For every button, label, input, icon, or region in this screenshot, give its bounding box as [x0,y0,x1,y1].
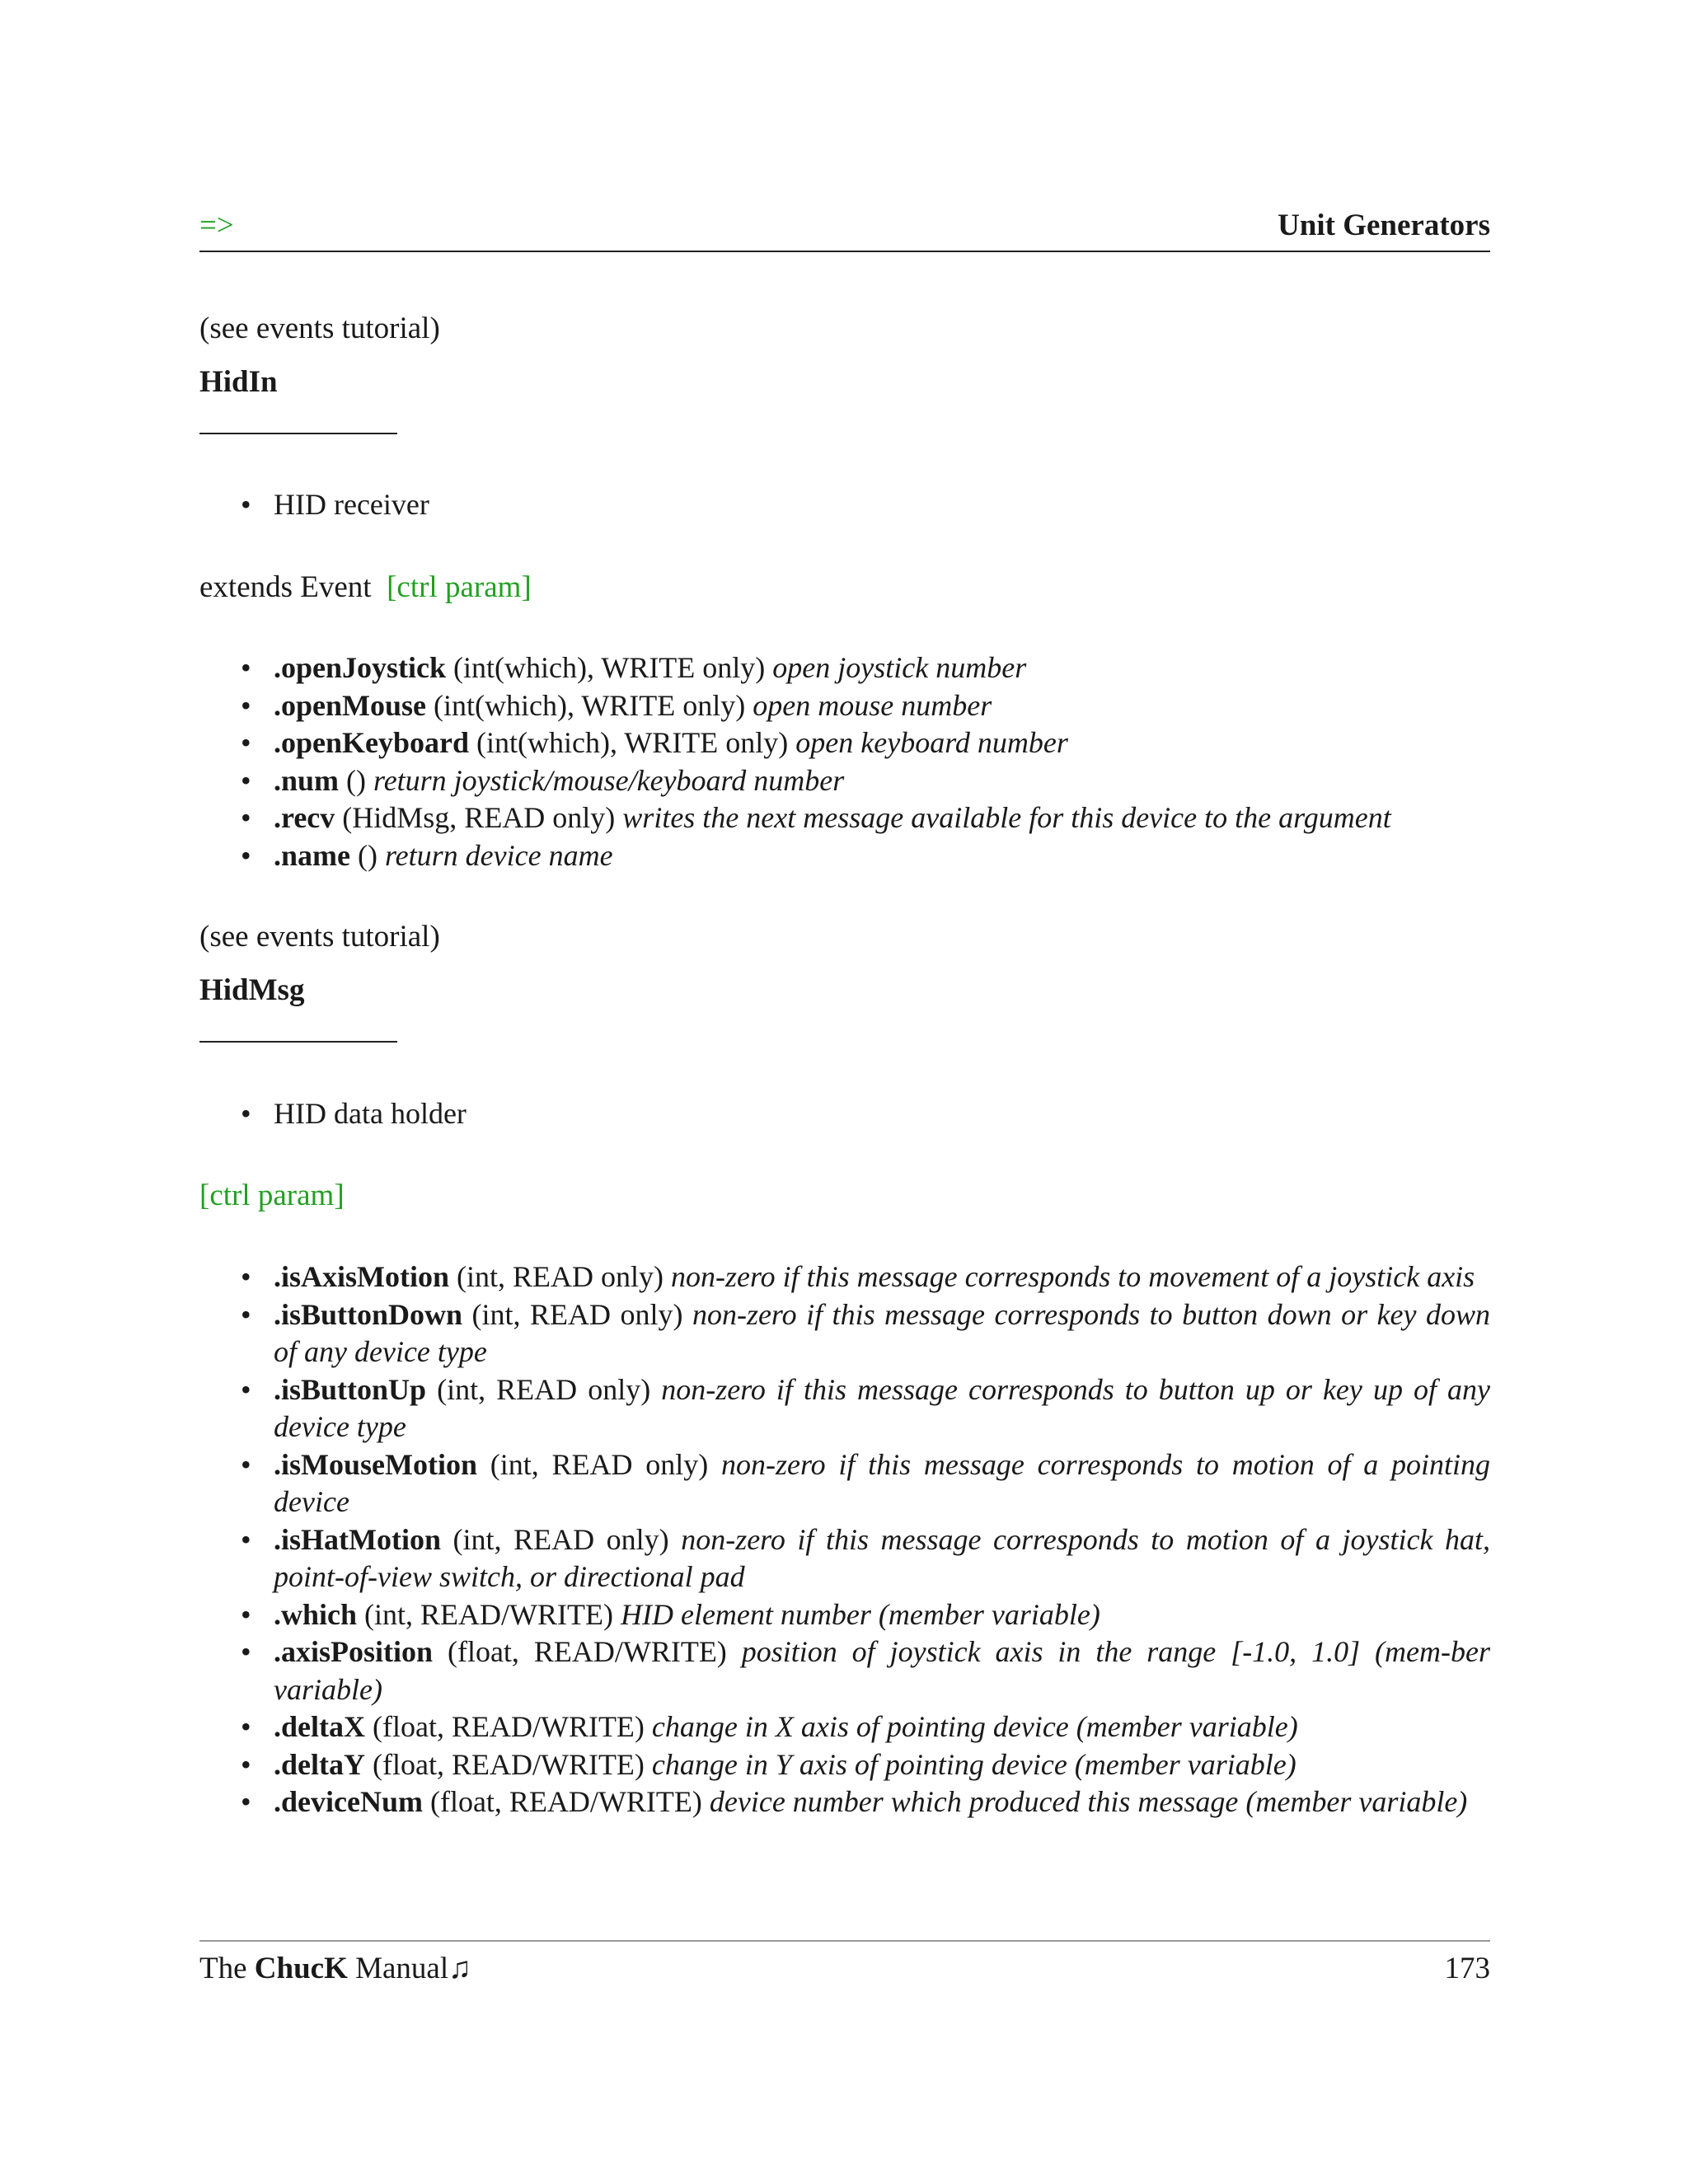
method-item [241,1708,1490,1746]
method-signature: (float, READ/WRITE) [422,1785,710,1818]
method-description: non-zero if this message corresponds to motion of a joystick hat, point-of-view switch, or directional pad [274,1522,1491,1593]
method-item [241,1258,1490,1296]
method-signature: (float, READ/WRITE) [365,1710,652,1743]
method-name: .openMouse [274,688,427,722]
header-arrow: => [199,209,234,242]
method-description: position of joystick axis in the range [-1.0, 1.0] (mem-ber variable) [274,1635,1490,1706]
method-name: .deviceNum [274,1785,423,1818]
hidmsg-title-rule [199,1041,397,1043]
page-footer [199,1950,1490,1987]
method-item [241,762,1490,800]
hidmsg-see-also: (see events tutorial) [199,920,440,954]
method-name: .deltaX [274,1710,365,1743]
method-item [241,1633,1490,1708]
hidin-extends-label: extends Event [199,570,372,604]
method-item [241,1371,1490,1446]
method-description: non-zero if this message corresponds to button up or key up of any device type [274,1372,1491,1443]
method-signature: (int, READ only) [441,1522,682,1556]
method-item [241,1746,1490,1784]
method-name: .deltaY [274,1747,365,1781]
method-description: open mouse number [753,688,992,722]
method-name: .which [274,1597,358,1631]
method-name: .isButtonUp [274,1372,427,1406]
hidmsg-summary-list [241,1095,1490,1133]
method-description: open joystick number [772,651,1027,684]
method-description: return device name [384,838,613,872]
method-name: .isButtonDown [274,1297,463,1331]
method-signature: (int(which), WRITE only) [469,726,796,759]
hidin-see-also: (see events tutorial) [199,312,440,345]
method-item [241,799,1490,837]
hidin-summary-list [241,486,1490,524]
hidmsg-title: HidMsg [199,973,305,1007]
method-signature: (int(which), WRITE only) [426,688,753,722]
method-description: change in X axis of pointing device (member variable) [651,1710,1298,1743]
method-name: .isMouseMotion [274,1447,477,1481]
method-name: .axisPosition [274,1635,434,1668]
method-item [241,1783,1490,1821]
method-description: non-zero if this message corresponds to motion of a pointing device [274,1447,1490,1518]
footer-suffix: Manual♫ [347,1952,471,1985]
method-item [241,687,1490,725]
method-signature: (float, READ/WRITE) [365,1747,652,1781]
hidin-method-list [241,649,1490,874]
method-signature: () [350,838,385,872]
method-item [241,649,1490,687]
method-item [241,1446,1490,1521]
running-header [199,204,1490,252]
hidin-ctrl-param: [ctrl param] [387,570,532,604]
method-name: .isHatMotion [274,1522,441,1556]
method-signature: (HidMsg, READ only) [335,801,623,834]
method-name: .num [274,763,340,797]
footer-brand: ChucK [254,1952,348,1985]
method-item [241,724,1490,762]
method-signature: (int, READ only) [477,1447,721,1481]
method-signature: (int, READ only) [462,1297,692,1331]
method-description: return joystick/mouse/keyboard number [373,763,845,797]
method-description: writes the next message available for this device to the argument [622,801,1391,834]
method-description: non-zero if this message corresponds to button down or key down of any device type [274,1297,1490,1368]
method-name: .isAxisMotion [274,1260,450,1293]
method-name: .openKeyboard [274,726,470,759]
hidin-title-rule [199,433,397,434]
method-signature: (int, READ/WRITE) [357,1597,621,1631]
hidin-title: HidIn [199,365,278,399]
hidin-summary: • HID receiver [241,486,1490,524]
hidmsg-ctrl-param: [ctrl param] [199,1179,345,1212]
method-description: device number which produced this message (member variable) [709,1785,1468,1818]
hidmsg-method-list [241,1258,1490,1821]
method-name: .openJoystick [274,651,447,684]
method-name: .name [274,838,350,872]
method-description: non-zero if this message corresponds to movement of a joystick axis [671,1260,1475,1293]
method-signature: (float, READ/WRITE) [433,1635,742,1668]
footer-prefix: The [199,1952,255,1985]
method-description: HID element number (member variable) [620,1597,1100,1631]
method-item [241,1596,1490,1634]
method-item [241,837,1490,875]
method-signature: () [339,763,374,797]
method-description: open keyboard number [795,726,1068,759]
method-item [241,1296,1490,1371]
page-number: 173 [1444,1952,1490,1985]
method-name: .recv [274,801,335,834]
method-description: change in Y axis of pointing device (member variable) [651,1747,1296,1781]
hidmsg-summary: • HID data holder [241,1095,1490,1133]
header-chapter-title: Unit Generators [1278,209,1490,242]
method-item [241,1521,1490,1596]
method-signature: (int, READ only) [426,1372,662,1406]
footer-rule [199,1940,1490,1942]
hidin-extends-line [199,569,532,606]
method-signature: (int, READ only) [449,1260,671,1293]
method-signature: (int(which), WRITE only) [446,651,773,684]
